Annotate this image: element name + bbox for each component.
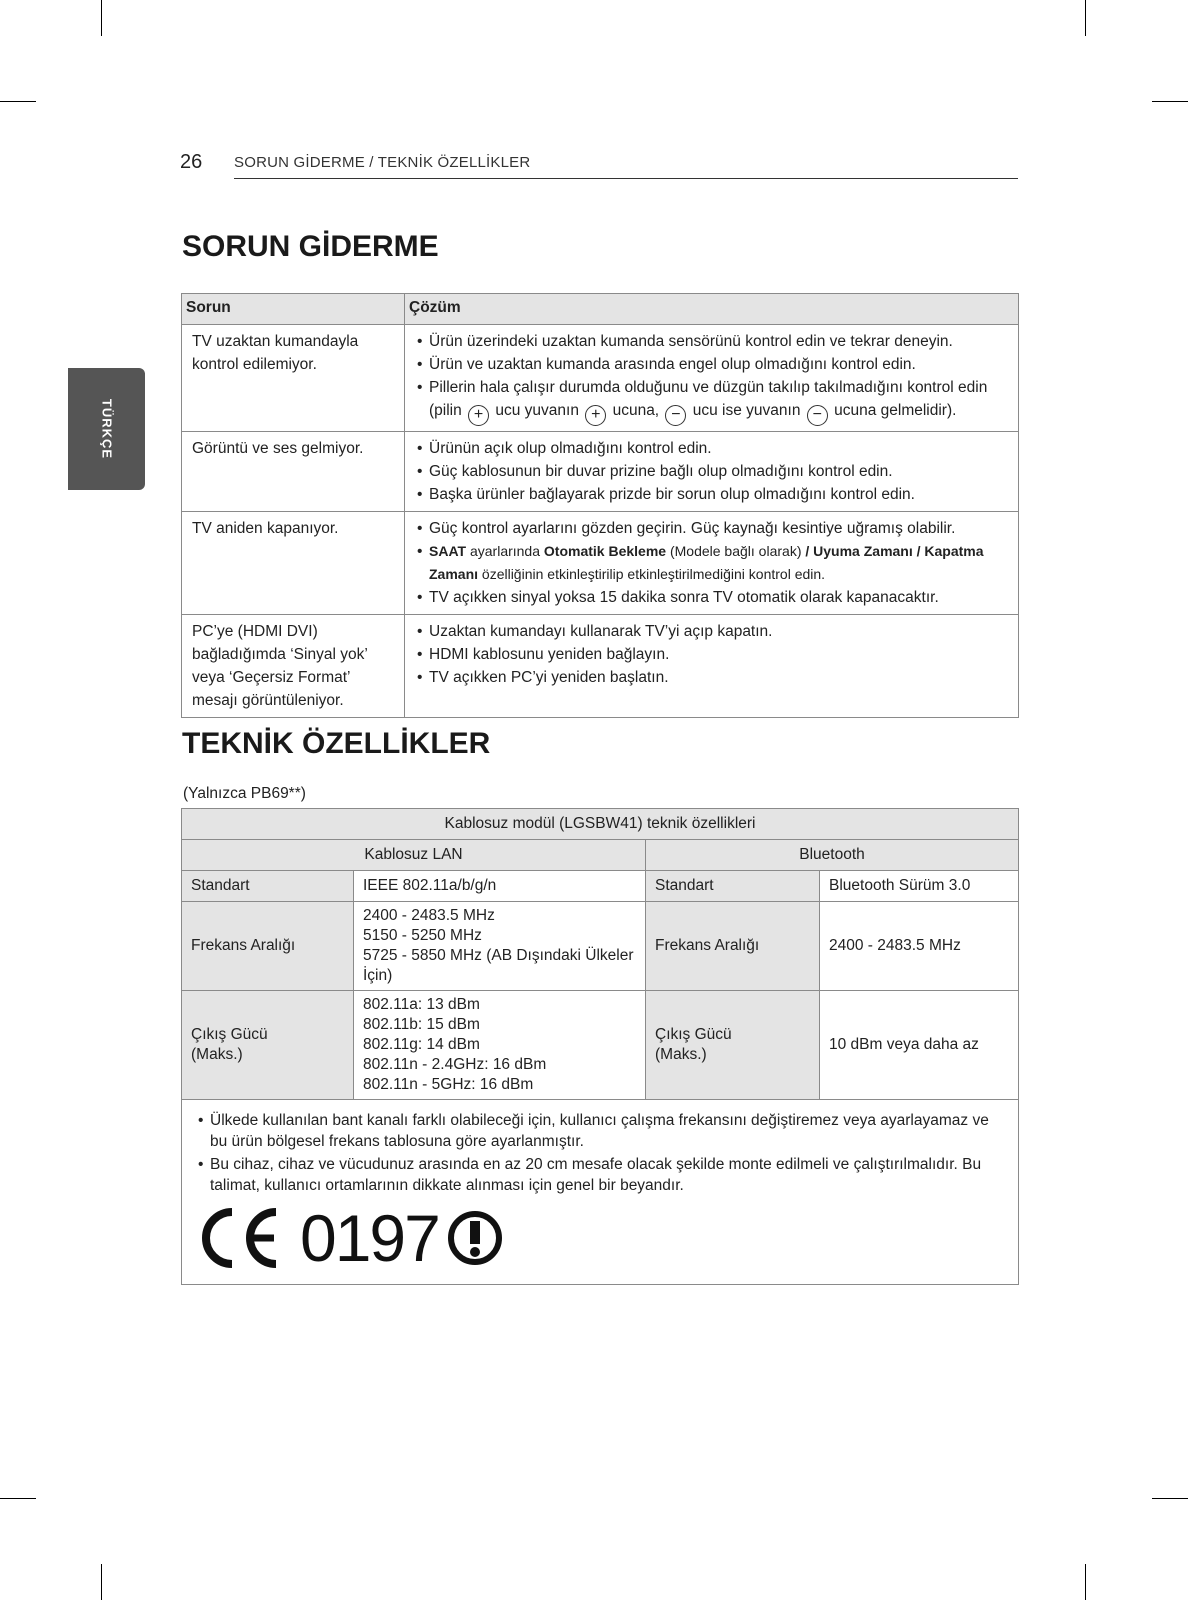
crop-mark [1085,0,1086,36]
table-row [182,902,1019,991]
model-note: (Yalnızca PB69**) [183,785,306,802]
problem-cell: TV aniden kapanıyor. [182,512,405,615]
certification-marks [198,1201,1006,1275]
solution-cell [405,615,1019,718]
page-number: 26 [180,151,203,173]
power-label-line: (Maks.) [655,1046,707,1063]
alert-class-icon [447,1210,503,1266]
crop-mark [101,0,102,36]
ce-mark-icon [198,1206,282,1270]
spec-table-title: Kablosuz modül (LGSBW41) teknik özellikleri [182,809,1019,840]
table-row [182,432,1019,512]
spec-title-row [182,809,1019,840]
table-row [182,325,1019,432]
wlan-standard: IEEE 802.11a/b/g/n [354,871,646,902]
battery-text: ucuna, [612,402,660,419]
plus-icon: + [468,405,489,426]
solution-item: • Ürün üzerindeki uzaktan kumanda sensörünü kontrol edin ve tekrar deneyin. [413,330,1010,353]
solution-item [413,376,1010,426]
footnote-item: • Bu cihaz, cihaz ve vücudunuz arasında en az 20 cm mesafe olacak şekilde monte edilmeli ve çalıştırılmalıdır. Bu talimat, kullanıcı ortamlarının dikkate alınması için genel bir beyandır. [198,1154,1006,1196]
crop-mark [0,1498,36,1499]
wlan-power-line: 802.11n - 2.4GHz: 16 dBm [363,1056,547,1073]
battery-text: ucuna gelmelidir). [834,402,957,419]
wlan-power-line: 802.11a: 13 dBm [363,996,480,1013]
spec-table [181,808,1019,1285]
battery-text: Pillerin hala çalışır durumda olduğunu ve düzgün takılıp takılmadığını kontrol edin (pilin [429,379,988,419]
troubleshooting-table [181,293,1019,718]
solution-item: • Güç kontrol ayarlarını gözden geçirin. Güç kaynağı kesintiye uğramış olabilir. [413,517,1010,540]
solution-cell [405,325,1019,432]
wlan-freq-line: 5725 - 5850 MHz (AB Dışındaki Ülkeler İçin) [363,947,634,984]
bt-power: 10 dBm veya daha az [820,991,1019,1100]
col-problem: Sorun [182,294,405,325]
solution-item: • Ürün ve uzaktan kumanda arasında engel olup olmadığını kontrol edin. [413,353,1010,376]
table-row [182,512,1019,615]
table-header-row [182,294,1019,325]
troubleshooting-title: SORUN GİDERME [182,230,439,263]
table-row [182,871,1019,902]
running-title: SORUN GİDERME / TEKNİK ÖZELLİKLER [234,154,531,171]
wlan-power [354,991,646,1100]
wlan-header: Kablosuz LAN [182,840,646,871]
crop-mark [101,1564,102,1600]
power-label-line: Çıkış Gücü [191,1026,268,1043]
saat-bold: SAAT [429,543,467,559]
wlan-freq-line: 2400 - 2483.5 MHz [363,907,495,924]
problem-cell: TV uzaktan kumandayla kontrol edilemiyor. [182,325,405,432]
wlan-power-line: 802.11b: 15 dBm [363,1016,480,1033]
saat-text: ayarlarında [466,543,544,559]
crop-mark [0,101,36,102]
saat-text: (Modele bağlı olarak) [666,543,806,559]
wlan-freq [354,902,646,991]
standard-label: Standart [646,871,820,902]
spec-group-row [182,840,1019,871]
solution-cell [405,512,1019,615]
solution-item [413,540,1010,586]
footnote-item: • Ülkede kullanılan bant kanalı farklı olabileceği için, kullanıcı çalışma frekansını değiştiremez veya ayarlayamaz ve bu ürün bölgesel frekans tablosuna göre ayarlanmıştır. [198,1110,1006,1152]
power-label [182,991,354,1100]
table-row [182,991,1019,1100]
bt-freq: 2400 - 2483.5 MHz [820,902,1019,991]
freq-label: Frekans Aralığı [182,902,354,991]
power-label-line: (Maks.) [191,1046,243,1063]
freq-label: Frekans Aralığı [646,902,820,991]
solution-item: • Ürünün açık olup olmadığını kontrol edin. [413,437,1010,460]
solution-item: • Uzaktan kumandayı kullanarak TV’yi açıp kapatın. [413,620,1010,643]
wlan-power-line: 802.11n - 5GHz: 16 dBm [363,1076,534,1093]
sleep-timer-bold: / Uyuma Zamanı / Kapatma Zamanı [429,543,984,582]
crop-mark [1152,1498,1188,1499]
solution-item: • HDMI kablosunu yeniden bağlayın. [413,643,1010,666]
auto-standby-bold: Otomatik Bekleme [543,543,667,559]
side-tab-label: TÜRKÇE [99,398,114,460]
solution-item: • Güç kablosunun bir duvar prizine bağlı olup olmadığını kontrol edin. [413,460,1010,483]
col-solution: Çözüm [405,294,1019,325]
language-side-tab [68,368,145,490]
bluetooth-header: Bluetooth [646,840,1019,871]
solution-item: • TV açıkken PC’yi yeniden başlatın. [413,666,1010,689]
battery-text: ucu ise yuvanın [692,402,801,419]
notified-body-number: 0197 [300,1201,439,1275]
problem-cell: Görüntü ve ses gelmiyor. [182,432,405,512]
saat-text: özelliğinin etkinleştirilip etkinleştirilmediğini kontrol edin. [478,566,826,582]
minus-icon: − [807,405,828,426]
specs-title: TEKNİK ÖZELLİKLER [182,727,491,760]
header-rule [234,178,1018,179]
crop-mark [1152,101,1188,102]
solution-item: • TV açıkken sinyal yoksa 15 dakika sonra TV otomatik olarak kapanacaktır. [413,586,1010,609]
battery-text: ucu yuvanın [495,402,579,419]
bt-standard: Bluetooth Sürüm 3.0 [820,871,1019,902]
table-row [182,615,1019,718]
standard-label: Standart [182,871,354,902]
wlan-freq-line: 5150 - 5250 MHz [363,927,482,944]
power-label-line: Çıkış Gücü [655,1026,732,1043]
crop-mark [1085,1564,1086,1600]
spec-footnote-row [182,1100,1019,1285]
solution-item: • Başka ürünler bağlayarak prizde bir sorun olup olmadığını kontrol edin. [413,483,1010,506]
minus-icon: − [665,405,686,426]
plus-icon: + [585,405,606,426]
power-label [646,991,820,1100]
solution-cell [405,432,1019,512]
wlan-power-line: 802.11g: 14 dBm [363,1036,480,1053]
problem-cell: PC’ye (HDMI DVI) bağladığımda ‘Sinyal yok’ veya ‘Geçersiz Format’ mesajı görüntüleniyor. [182,615,405,718]
spec-footnotes [182,1100,1019,1285]
